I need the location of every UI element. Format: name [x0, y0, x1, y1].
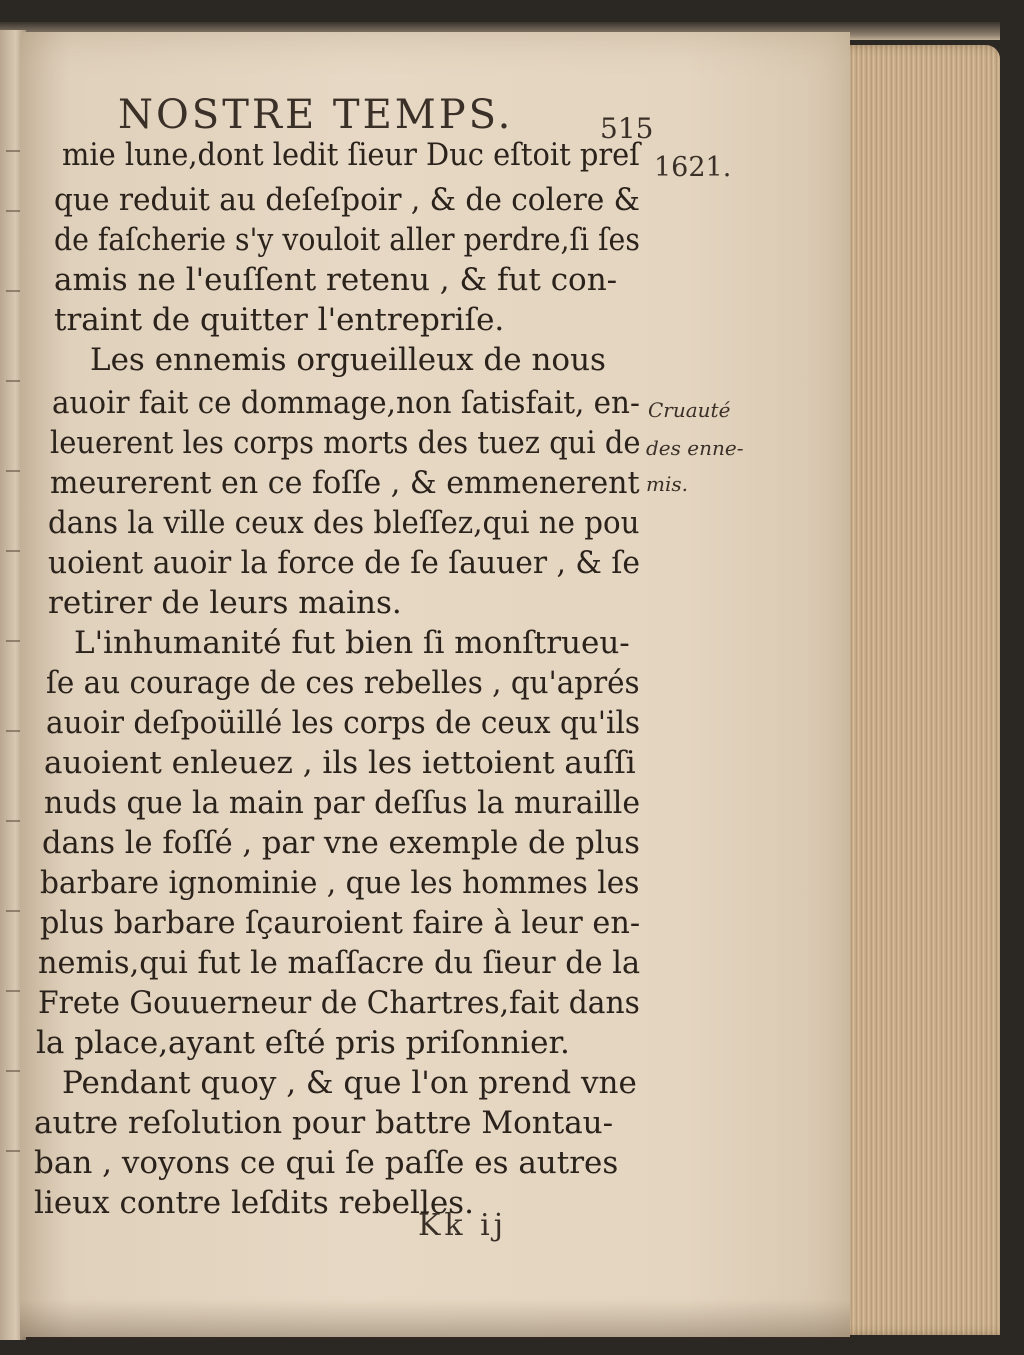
text-line: Les ennemis orgueilleux de nous: [90, 342, 606, 378]
text-line: mie lune,dont ledit ſieur Duc eſtoit preſ: [62, 137, 640, 173]
text-line: auoir fait ce dommage,non ſatisfait, en-: [52, 385, 640, 421]
text-line: nuds que la main par deſſus la muraille: [44, 785, 641, 821]
text-line: meurerent en ce foſſe , & emmenerent: [50, 465, 640, 501]
page-number: 515: [600, 112, 654, 145]
text-line: Pendant quoy , & que l'on prend vne: [62, 1065, 637, 1101]
running-head: NOSTRE TEMPS.: [118, 92, 514, 138]
text-line: la place,ayant eſté pris priſonnier.: [36, 1025, 570, 1061]
text-line: auoir deſpoüillé les corps de ceux qu'ils: [46, 705, 641, 741]
text-line: traint de quitter l'entrepriſe.: [54, 302, 505, 338]
text-line: plus barbare ſçauroient faire à leur en-: [40, 905, 641, 941]
text-line: auoient enleuez , ils les iettoient auſſi: [44, 745, 636, 781]
text-line: nemis,qui fut le maſſacre du ſieur de la: [38, 945, 641, 981]
margin-note-line: des enne-: [646, 436, 744, 460]
text-line: que reduit au deſeſpoir , & de colere &: [54, 182, 640, 218]
text-line: ban , voyons ce qui ſe paſſe es autres: [34, 1145, 619, 1181]
margin-note-line: mis.: [646, 472, 688, 496]
text-line: uoient auoir la force de ſe ſauuer , & ſe: [48, 545, 640, 581]
text-line: dans le foſſé , par vne exemple de plus: [42, 825, 640, 861]
text-line: dans la ville ceux des bleſſez,qui ne pou: [48, 505, 640, 541]
text-line: L'inhumanité fut bien ſi monſtrueu-: [74, 625, 630, 661]
signature-mark: Kk ij: [418, 1208, 508, 1243]
text-line: de faſcherie s'y vouloit aller perdre,ſi ſes: [54, 222, 640, 258]
margin-note-line: Cruauté: [648, 398, 731, 422]
margin-year: 1621.: [654, 152, 732, 183]
text-line: ſe au courage de ces rebelles , qu'aprés: [46, 665, 640, 701]
text-line: leuerent les corps morts des tuez qui de: [50, 425, 641, 461]
text-line: barbare ignominie , que les hommes les: [40, 865, 640, 901]
text-line: autre reſolution pour battre Montau-: [34, 1105, 614, 1141]
text-line: amis ne l'euſſent retenu , & fut con-: [54, 262, 618, 298]
text-line: retirer de leurs mains.: [48, 585, 402, 621]
text-line: Frete Gouuerneur de Chartres,fait dans: [38, 985, 640, 1021]
text-line: lieux contre leſdits rebelles.: [34, 1185, 474, 1221]
